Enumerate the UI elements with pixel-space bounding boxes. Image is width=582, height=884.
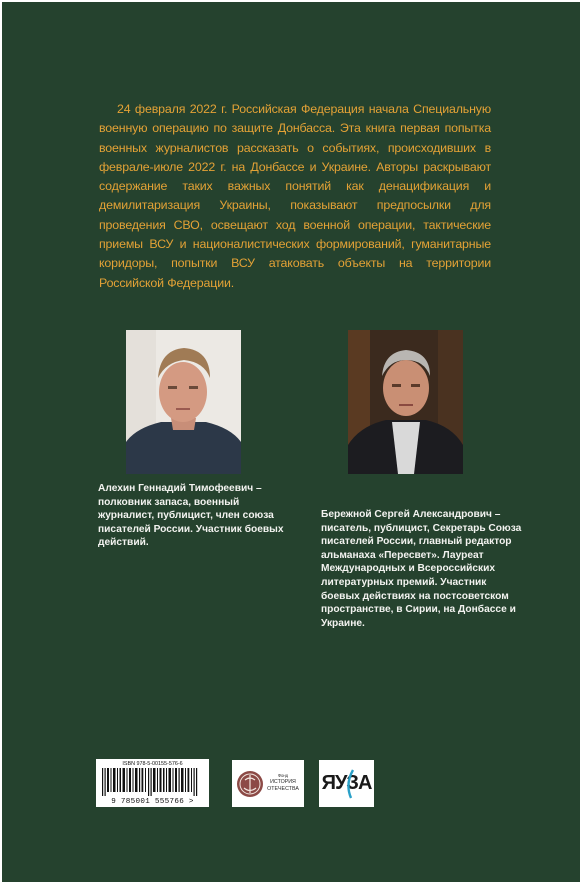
isbn-number: ISBN 978-5-00155-576-6 [122,761,183,767]
barcode-digits: 9 785001 555766 > [111,798,194,806]
author-bio-berezhnoy: Бережной Сергей Александрович – писатель, публицист, Секретарь Союза писателей России, главный редактор альманаха «Пересвет». Лауреат Международных и Всероссийских литературных премий. Участник боевых действиях на постсоветском пространстве, в Сирии, на Донбассе и Украине. [321,509,522,629]
book-annotation: 24 февраля 2022 г. Российская Федерация начала Специальную военную операцию по защите Донбасса. Эта книга первая попытка военных журналистов рассказать о событиях, происходивших в феврале-июле 2022 г. на Донбассе и Украине. Авторы раскрывают содержание таких важных понятий как денацификация и демилитаризация Украины, показывают предпосылки для проведения СВО, освещают ход военной операции, тактические приемы ВСУ и националистических формирований, гуманитарные коридоры, попытки ВСУ атаковать объекты на территории Российской Федерации. [99,102,491,290]
author-photo-alekhin [126,330,241,474]
barcode-bars [101,768,204,796]
fund-logo-text: Фонд ИСТОРИЯ ОТЕЧЕСТВА [267,773,299,792]
author-bio-alekhin: Алехин Геннадий Тимофеевич – полковник запаса, военный журналист, публицист, член союза писателей России. Участник боевых действий. [98,483,284,549]
book-back-cover [2,2,580,882]
publisher-swoosh-icon [345,768,355,800]
isbn-barcode [96,759,209,807]
author-photo-berezhnoy [348,330,463,474]
publisher-logo-text: ЯУЗА [321,772,372,794]
fund-emblem-icon [235,766,265,802]
fund-history-of-fatherland-logo [232,760,304,807]
publisher-yauza-logo [319,760,374,807]
